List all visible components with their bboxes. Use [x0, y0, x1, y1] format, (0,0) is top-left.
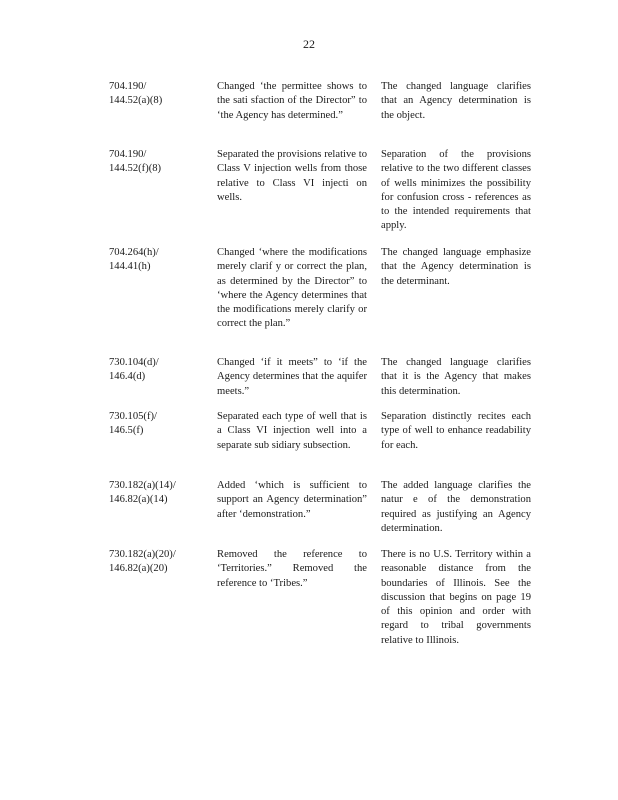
section-citation: 730.182(a)(14)/ 146.82(a)(14) [109, 480, 176, 506]
change-rationale: The changed language emphasize that the Agency determination is the determinant. [381, 247, 531, 287]
change-description: Changed ‘if it meets” to ‘if the Agency determines that the aquifer meets.” [217, 357, 367, 397]
change-description: Separated the provisions relative to Class V injection wells from those relative to Class VI injecti on wells. [217, 149, 367, 203]
change-rationale: The added language clarifies the natur e of the demonstration required as justifying an Agency determination. [381, 480, 531, 534]
section-citation: 730.105(f)/ 146.5(f) [109, 411, 157, 437]
section-citation: 704.190/ 144.52(a)(8) [109, 81, 163, 107]
change-rationale: Separation distinctly recites each type of well to enhance readability for each. [381, 411, 531, 451]
section-citation: 704.264(h)/ 144.41(h) [109, 247, 159, 273]
change-rationale: Separation of the provisions relative to the two different classes of wells minimizes the possibility for confusion cross - references as to the intended requirements that apply. [381, 149, 531, 232]
change-description: Removed the reference to ‘Territories.” Removed the reference to ‘Tribes.” [217, 549, 367, 589]
change-rationale: The changed language clarifies that it is the Agency that makes this determination. [381, 357, 531, 397]
change-description: Changed ‘the permittee shows to the sati sfaction of the Director” to ‘the Agency has determined.” [217, 81, 367, 121]
section-citation: 730.104(d)/ 146.4(d) [109, 357, 159, 383]
change-rationale: The changed language clarifies that an Agency determination is the object. [381, 81, 531, 121]
change-description: Added ‘which is sufficient to support an Agency determination” after ‘demonstration.” [217, 480, 367, 520]
change-description: Separated each type of well that is a Class VI injection well into a separate sub sidiary subsection. [217, 411, 367, 451]
change-description: Changed ‘where the modifications merely clarif y or correct the plan, as determined by the Director” to ‘where the Agency determines that the modifications merely clarify or correct the plan.” [217, 247, 367, 330]
section-citation: 730.182(a)(20)/ 146.82(a)(20) [109, 549, 176, 575]
change-rationale: There is no U.S. Territory within a reasonable distance from the boundaries of Illinois. See the discussion that begins on page 19 of this opinion and order with regard to tribal governments relative to Illinois. [381, 549, 531, 646]
section-citation: 704.190/ 144.52(f)(8) [109, 149, 162, 175]
page-number: 22 [303, 37, 315, 51]
